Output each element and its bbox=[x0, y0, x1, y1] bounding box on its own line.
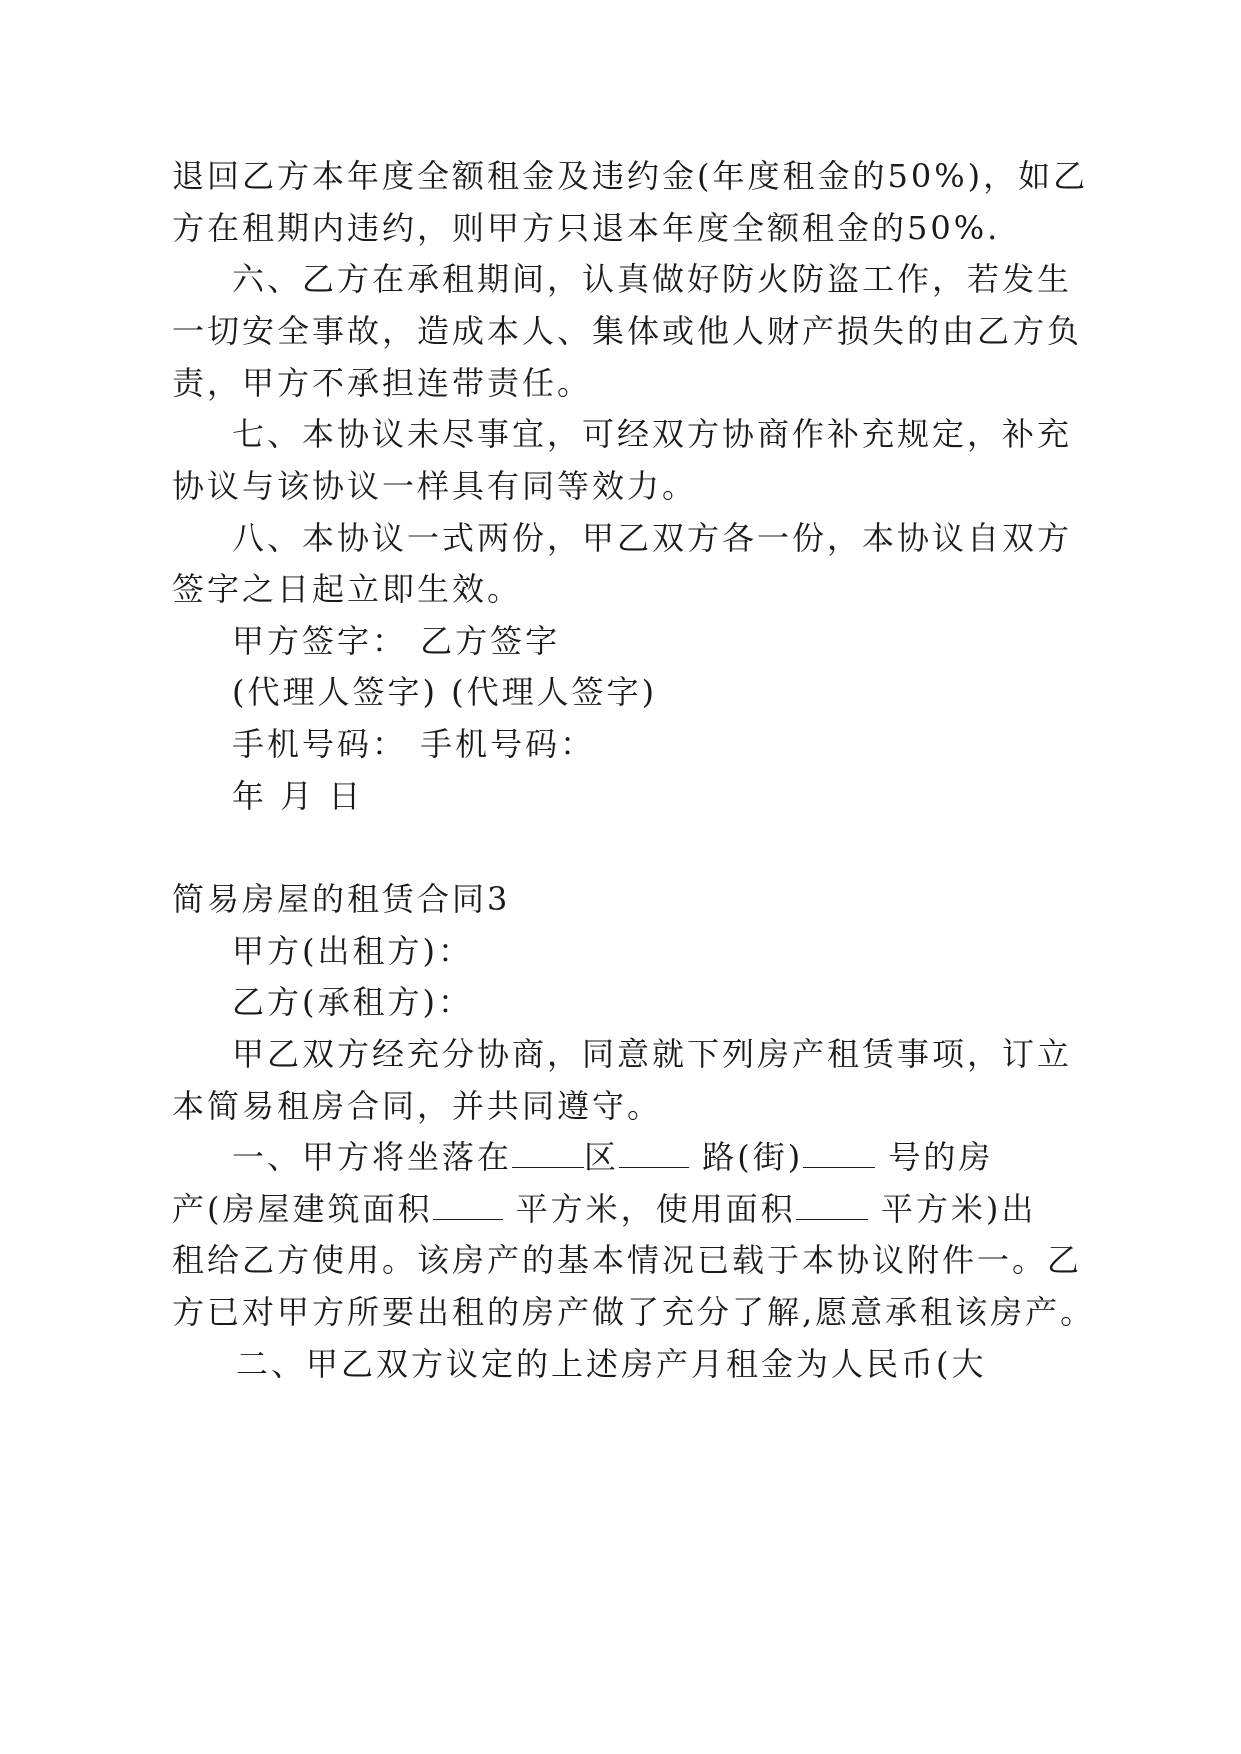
paragraph-line: 方在租期内违约，则甲方只退本年度全额租金的50%. bbox=[172, 209, 1001, 247]
date-line: 年 月 日 bbox=[232, 777, 364, 815]
paragraph-line: 七、本协议未尽事宜，可经双方协商作补充规定，补充 bbox=[232, 415, 1073, 453]
blank-field bbox=[512, 1141, 584, 1168]
clause-text: 区 bbox=[584, 1138, 620, 1176]
lessor-line: 甲方(出租方)： bbox=[232, 932, 473, 970]
paragraph-line: 责，甲方不承担连带责任。 bbox=[172, 364, 593, 402]
paragraph-line: 协议与该协议一样具有同等效力。 bbox=[172, 467, 698, 505]
blank-field bbox=[803, 1141, 875, 1168]
paragraph-line: 签字之日起立即生效。 bbox=[172, 570, 523, 608]
signature-line: 甲方签字： 乙方签字 bbox=[232, 622, 561, 660]
clause-1-line-2 bbox=[172, 1184, 1036, 1230]
clause-text: 平方米，使用面积 bbox=[502, 1190, 796, 1228]
clause-text: 产(房屋建筑面积 bbox=[172, 1190, 433, 1228]
clause-1-line-4: 方已对甲方所要出租的房产做了充分了解,愿意承租该房产。 bbox=[172, 1293, 1096, 1331]
lessee-line: 乙方(承租方)： bbox=[232, 983, 473, 1021]
agent-signature-line: (代理人签字) (代理人签字) bbox=[232, 673, 658, 711]
blank-field bbox=[796, 1193, 868, 1220]
paragraph-line: 本简易租房合同，并共同遵守。 bbox=[172, 1087, 663, 1125]
paragraph-line: 甲乙双方经充分协商，同意就下列房产租赁事项，订立 bbox=[232, 1035, 1073, 1073]
clause-1-line-1 bbox=[232, 1132, 993, 1178]
clause-1-line-3: 租给乙方使用。该房产的基本情况已载于本协议附件一。乙 bbox=[172, 1241, 1083, 1279]
phone-line: 手机号码： 手机号码： bbox=[232, 725, 596, 763]
blank-field bbox=[619, 1141, 689, 1168]
clause-text: 路(街) bbox=[689, 1138, 804, 1176]
clause-text: 平方米)出 bbox=[867, 1190, 1037, 1228]
clause-2-line-1: 二、甲乙双方议定的上述房产月租金为人民币(大 bbox=[236, 1345, 987, 1383]
paragraph-line: 六、乙方在承租期间，认真做好防火防盗工作，若发生 bbox=[232, 260, 1073, 298]
clause-text: 号的房 bbox=[875, 1138, 994, 1176]
paragraph-line: 一切安全事故，造成本人、集体或他人财产损失的由乙方负 bbox=[172, 312, 1083, 350]
paragraph-line: 退回乙方本年度全额租金及违约金(年度租金的50%)，如乙 bbox=[172, 157, 1089, 195]
clause-text: 一、甲方将坐落在 bbox=[232, 1138, 513, 1176]
paragraph-line: 八、本协议一式两份，甲乙双方各一份，本协议自双方 bbox=[232, 519, 1073, 557]
blank-field bbox=[433, 1193, 503, 1220]
contract-title: 简易房屋的租赁合同3 bbox=[172, 880, 511, 918]
